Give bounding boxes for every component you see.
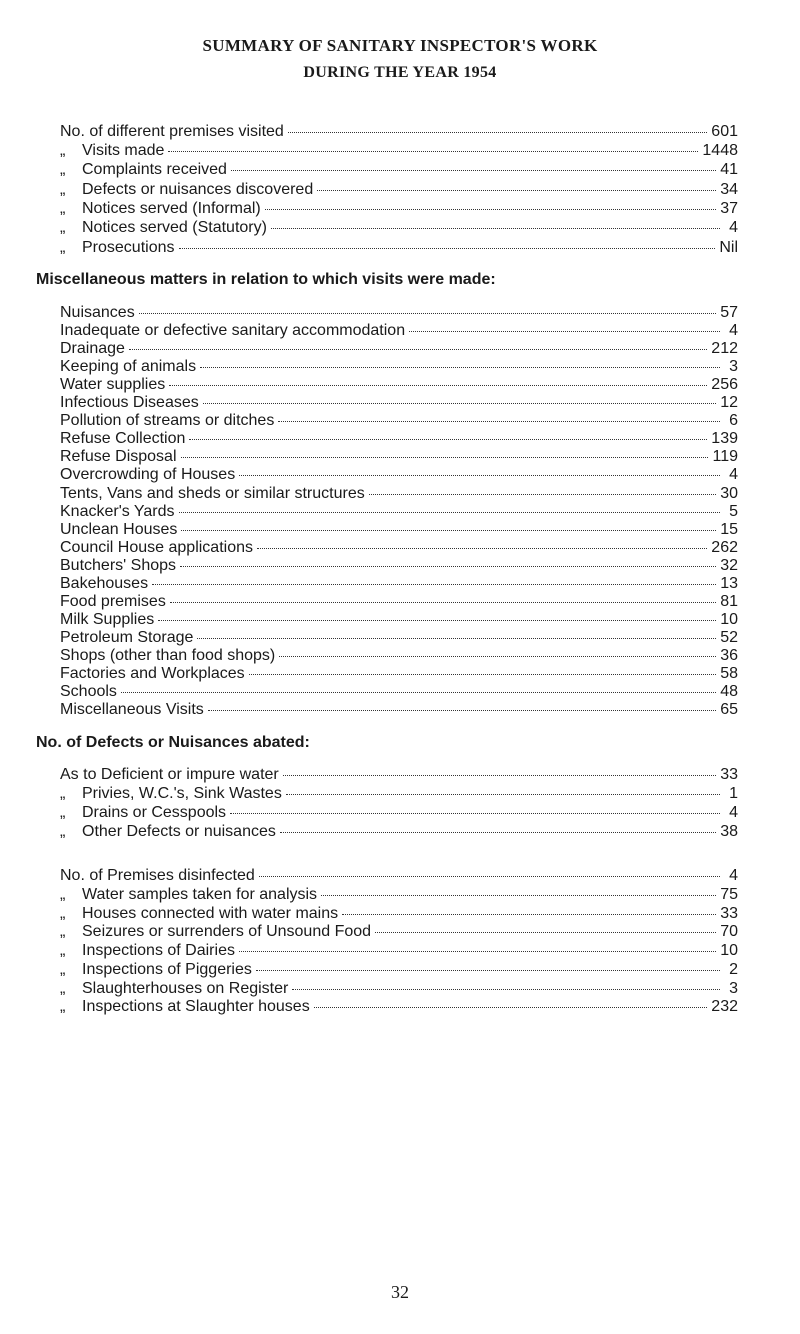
row-label: Drainage [60,340,125,358]
leader-dots [286,778,720,795]
ditto-mark: „ [60,886,66,903]
row-value: 139 [711,430,738,448]
row-value: 48 [720,683,738,701]
row-value: 2 [729,960,738,978]
row-value: 3 [729,358,738,376]
row-label: Inadequate or defective sanitary accommodation [60,322,406,340]
ditto-mark: „ [60,142,66,159]
row-label: Houses connected with water mains [82,904,339,922]
row-label: Infectious Diseases [60,394,199,412]
leader-dots [288,116,707,133]
row-label: Nuisances [60,304,135,321]
row-value: 256 [711,376,738,394]
row-label: Other Defects or nuisances [82,823,276,840]
ditto-mark: „ [60,823,66,840]
row-label: Privies, W.C.'s, Sink Wastes [82,785,282,802]
ditto-mark: „ [60,942,66,960]
row-label: Unclean Houses [60,520,178,538]
ditto-mark: „ [60,904,66,922]
row-value: 4 [729,322,738,340]
leader-dots [129,333,707,350]
row-label: Knacker's Yards [60,502,175,520]
row-label: Inspections of Piggeries [82,960,252,978]
row-label: Water supplies [60,376,166,394]
row-label: Slaughterhouses on Register [82,979,289,997]
row-label: Factories and Workplaces [60,665,245,682]
leader-dots [189,423,707,440]
leader-dots [375,916,716,933]
row-label: Inspections of Dairies [82,942,235,960]
row-value: 65 [720,701,738,719]
list-item [60,697,738,719]
leader-dots [203,387,716,404]
leader-dots [179,496,720,513]
row-value: 58 [720,665,738,682]
leader-dots [200,351,720,368]
misc-heading: Miscellaneous matters in relation to which visits were made: [36,271,496,288]
row-value: 262 [711,538,738,556]
row-value: 36 [720,646,738,664]
row-value: 4 [729,219,738,237]
row-value: 13 [720,574,738,592]
row-label: No. of Premises disinfected [60,867,255,884]
row-label: Keeping of animals [60,358,197,376]
row-label: Water samples taken for analysis [82,886,318,903]
leader-dots [257,532,707,549]
ditto-mark: „ [60,979,66,997]
row-value: 12 [720,394,738,412]
row-label: Council House applications [60,538,253,556]
row-value: 1 [729,785,738,802]
row-label: Inspections at Slaughter houses [82,998,310,1016]
leader-dots [169,369,707,386]
leader-dots [279,640,716,657]
leader-dots [179,232,716,249]
row-value: 4 [729,804,738,821]
row-value: 57 [720,304,738,321]
row-value: 3 [729,979,738,997]
row-value: 41 [720,161,738,179]
row-value: 81 [720,592,738,610]
leader-dots [321,879,716,896]
leader-dots [180,550,716,567]
leader-dots [170,586,716,603]
leader-dots [292,973,720,990]
leader-dots [259,860,720,877]
list-item [60,819,738,838]
leader-dots [278,405,720,422]
leader-dots [158,604,716,621]
row-value: 34 [720,180,738,198]
ditto-mark: „ [60,180,66,198]
row-label: No. of different premises visited [60,123,284,140]
row-value: 232 [711,998,738,1016]
row-value: 15 [720,520,738,538]
leader-dots [265,193,716,210]
ditto-mark: „ [60,998,66,1016]
list-item [60,994,738,1016]
leader-dots [197,622,716,639]
row-label: Shops (other than food shops) [60,646,276,664]
row-value: 5 [729,502,738,520]
ditto-mark: „ [60,161,66,179]
leader-dots [231,154,716,171]
row-label: Notices served (Informal) [82,199,261,217]
row-label: Butchers' Shops [60,556,177,574]
row-label: Milk Supplies [60,610,155,628]
ditto-mark: „ [60,785,66,802]
leader-dots [168,135,698,152]
document-title: SUMMARY OF SANITARY INSPECTOR'S WORK [202,36,598,55]
row-value: 38 [720,823,738,840]
ditto-mark: „ [60,960,66,978]
row-value: 601 [711,123,738,140]
row-label: Prosecutions [82,238,175,256]
row-label: Pollution of streams or ditches [60,412,275,430]
row-label: Notices served (Statutory) [82,219,267,237]
ditto-mark: „ [60,923,66,941]
row-label: Visits made [82,142,165,159]
leader-dots [249,658,717,675]
row-value: 10 [720,942,738,960]
row-label: Tents, Vans and sheds or similar structures [60,484,365,502]
list-item [60,235,738,254]
leader-dots [230,797,720,814]
leader-dots [181,514,716,531]
row-value: 32 [720,556,738,574]
row-label: Petroleum Storage [60,628,194,646]
leader-dots [239,459,720,476]
row-value: 10 [720,610,738,628]
row-value: 212 [711,340,738,358]
row-value: 1448 [702,142,738,159]
row-label: Seizures or surrenders of Unsound Food [82,923,372,941]
leader-dots [121,676,716,693]
ditto-mark: „ [60,238,66,256]
row-label: Miscellaneous Visits [60,701,204,719]
leader-dots [239,935,716,952]
row-value: 70 [720,923,738,941]
leader-dots [409,315,720,332]
leader-dots [369,478,716,495]
leader-dots [280,816,716,833]
ditto-mark: „ [60,219,66,237]
row-value: 4 [729,466,738,484]
row-value: 6 [729,412,738,430]
row-value: 75 [720,886,738,903]
leader-dots [271,212,720,229]
row-value: 52 [720,628,738,646]
document-subtitle: DURING THE YEAR 1954 [303,64,497,81]
leader-dots [208,694,716,711]
row-label: Refuse Collection [60,430,186,448]
row-label: As to Deficient or impure water [60,766,279,783]
row-label: Refuse Disposal [60,448,177,466]
leader-dots [283,759,716,776]
row-value: Nil [719,238,738,256]
row-label: Schools [60,683,117,701]
row-label: Complaints received [82,161,227,179]
row-value: 33 [720,904,738,922]
leader-dots [139,297,717,314]
leader-dots [317,174,716,191]
row-value: 33 [720,766,738,783]
row-label: Overcrowding of Houses [60,466,236,484]
leader-dots [256,954,720,971]
row-value: 37 [720,199,738,217]
row-label: Food premises [60,592,166,610]
row-value: 4 [729,867,738,884]
leader-dots [152,568,716,585]
row-value: 119 [712,448,738,466]
leader-dots [181,441,709,458]
ditto-mark: „ [60,199,66,217]
leader-dots [342,898,716,915]
abated-heading: No. of Defects or Nuisances abated: [36,734,310,751]
page-number: 32 [391,1282,409,1302]
row-label: Defects or nuisances discovered [82,180,314,198]
ditto-mark: „ [60,804,66,821]
row-label: Drains or Cesspools [82,804,227,821]
leader-dots [314,991,708,1008]
row-label: Bakehouses [60,574,149,592]
row-value: 30 [720,484,738,502]
